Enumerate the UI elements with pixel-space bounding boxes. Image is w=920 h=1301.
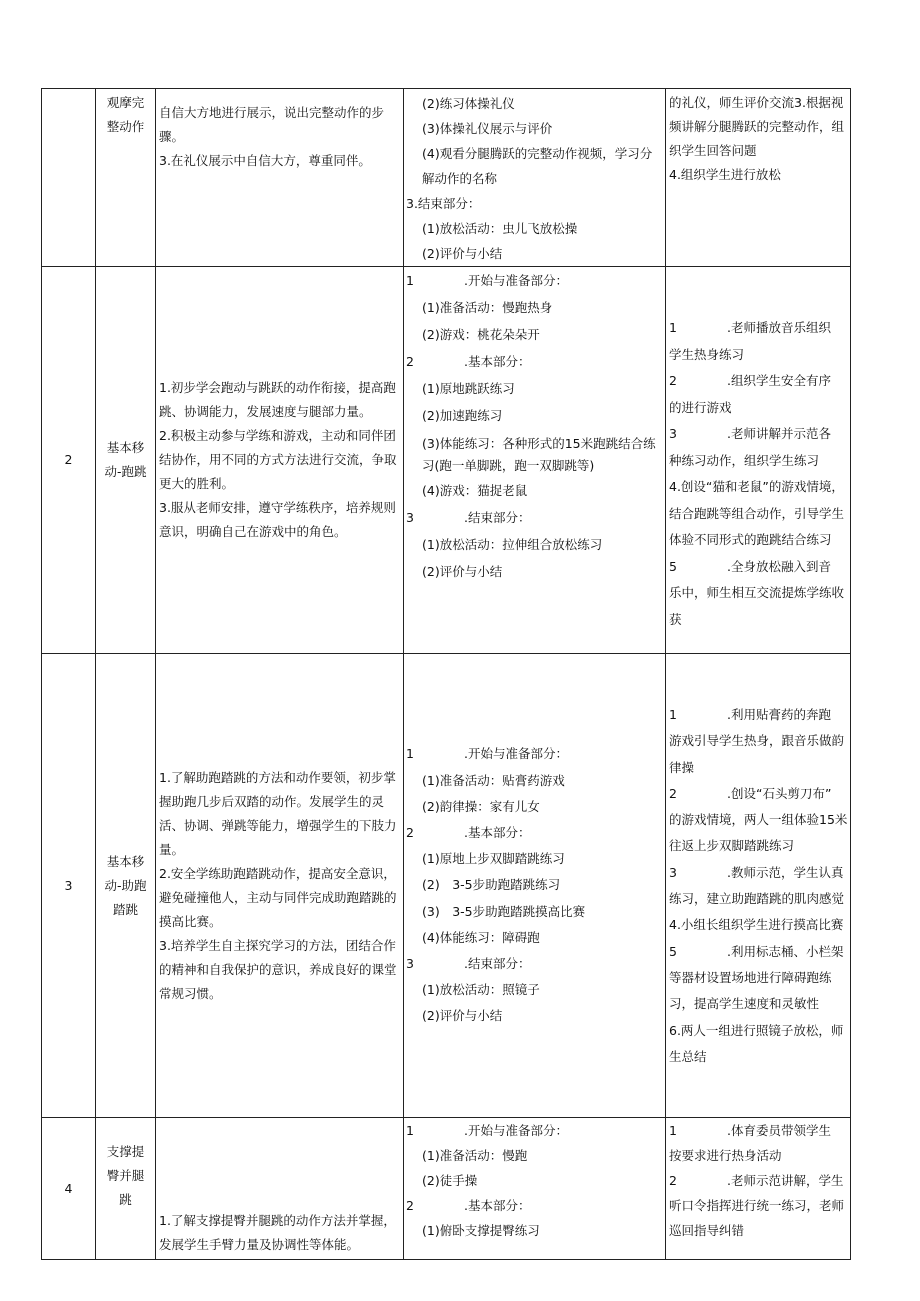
plan-section: 2 .基本部分： — [406, 824, 531, 840]
lesson-goals: 1.了解支撑提臀并腿跳的动作方法并掌握，发展学生手臂力量及协调性等体能。 — [156, 1118, 404, 1260]
lesson-plan-table — [41, 88, 851, 1260]
plan-section: 1 .开始与准备部分： — [406, 1123, 568, 1138]
lesson-title: 观摩完整动作 — [96, 89, 156, 267]
table-row — [42, 89, 851, 267]
lesson-plan: 1 .开始与准备部分： (1)准备活动：贴膏药游戏 (2)韵律操：家有儿女 2 .基本部分： (1)原地上步双脚踏跳练习 (2) 3-5步助跑踏跳练习 (3) 3-5步助跑踏跳摸高比赛 (4)体能练习：障碍跑 3 .结束部分： (1)放松活动：照镜子 (2)评价与小结 — [404, 654, 666, 1118]
lesson-number — [42, 89, 96, 267]
lesson-methods — [666, 267, 851, 654]
method-item: 2 .老师示范讲解，学生 听口令指挥进行统一练习，老师巡回指导纠错 — [669, 1173, 845, 1238]
plan-section: 1 .开始与准备部分： — [406, 273, 568, 288]
lesson-number: 3 — [42, 654, 96, 1118]
lesson-plan: (2)练习体操礼仪 (3)体操礼仪展示与评价 (4)观看分腿腾跃的完整动作视频，学习分解动作的名称 3.结束部分： (1)放松活动：虫儿飞放松操 (2)评价与小结 — [404, 89, 666, 267]
plan-section: 2 .基本部分： — [406, 354, 531, 369]
lesson-title: 基本移动-助跑踏跳 — [96, 654, 156, 1118]
plan-section: 2 .基本部分： — [406, 1198, 531, 1213]
method-item: 1 .体育委员带领学生 按要求进行热身活动 — [669, 1123, 831, 1163]
method-item: 6.两人一组进行照镜子放松，师生总结 — [669, 1022, 844, 1064]
lesson-methods: 的礼仪，师生评价交流3.根据视频讲解分腿腾跃的完整动作，组织学生回答问题 4.组织学生进行放松 — [666, 89, 851, 267]
table-row — [42, 267, 851, 654]
lesson-goals: 自信大方地进行展示，说出完整动作的步骤。 3.在礼仪展示中自信大方，尊重同伴。 — [156, 89, 404, 267]
method-item: 3 .教师示范，学生认真 练习，建立助跑踏跳的肌肉感觉 — [669, 864, 845, 907]
lesson-goals: 1.了解助跑踏跳的方法和动作要领，初步掌握助跑几步后双踏的动作。发展学生的灵活、协调、弹跳等能力，增强学生的下肢力量。 2.安全学练助跑踏跳动作，提高安全意识，避免碰撞他人，主动与同伴完成助跑踏跳的摸高比赛。 3.培养学生自主探究学习的方法，团结合作的精神和自我保护的意识，养成良好的课堂常规习惯。 — [156, 654, 404, 1118]
lesson-title: 基本移动-跑跳 — [96, 267, 156, 654]
method-item: 2 .创设“石头剪刀布” 的游戏情境，两人一组体验15米往返上步双脚踏跳练习 — [669, 785, 848, 854]
method-item: 1 .老师播放音乐组织 学生热身练习 — [669, 320, 831, 362]
lesson-goals: 1.初步学会跑动与跳跃的动作衔接，提高跑跳、协调能力，发展速度与腿部力量。 2.积极主动参与学练和游戏，主动和同伴团结协作，用不同的方式方法进行交流，争取更大的胜利。 3.服从老师安排，遵守学练秩序，培养规则意识，明确自己在游戏中的角色。 — [156, 267, 404, 654]
lesson-number: 4 — [42, 1118, 96, 1260]
method-item: 5 .全身放松融入到音 乐中，师生相互交流提炼学练收获 — [669, 558, 845, 627]
plan-section: 1 .开始与准备部分： — [406, 746, 568, 762]
plan-section: 3 .结束部分： — [406, 956, 531, 971]
method-item: 3 .老师讲解并示范各 种练习动作，组织学生练习 — [669, 426, 831, 468]
method-item: 1 .利用贴膏药的奔跑 游戏引导学生热身，跟音乐做韵律操 — [669, 707, 845, 775]
method-item: 2 .组织学生安全有序 的进行游戏 — [669, 373, 831, 415]
lesson-methods — [666, 654, 851, 1118]
lesson-title: 支撑提臀并腿跳 — [96, 1118, 156, 1260]
table-row — [42, 654, 851, 1118]
method-item: 4.小组长组织学生进行摸高比赛 — [669, 917, 844, 933]
method-item: 5 .利用标志桶、小栏架 等器材设置场地进行障碍跑练习，提高学生速度和灵敏性 — [669, 943, 844, 1012]
lesson-methods — [666, 1118, 851, 1260]
plan-section: 3 .结束部分： — [406, 510, 531, 525]
lesson-plan: 1 .开始与准备部分： (1)准备活动：慢跑 (2)徒手操 2 .基本部分： (1)俯卧支撑提臀练习 — [404, 1118, 666, 1260]
table-row — [42, 1118, 851, 1260]
method-item: 4.创设“猫和老鼠”的游戏情境，结合跑跳等组合动作，引导学生体验不同形式的跑跳结合练习 — [669, 479, 845, 547]
lesson-number: 2 — [42, 267, 96, 654]
lesson-plan: 1 .开始与准备部分： (1)准备活动：慢跑热身 (2)游戏：桃花朵朵开 2 .基本部分： (1)原地跳跃练习 (2)加速跑练习 (3)体能练习：各种形式的15米跑跳结合练习(跑一单脚跳，跑一双脚跳等) (4)游戏：猫捉老鼠 3 .结束部分： (1)放松活动：拉伸组合放松练习 (2)评价与小结 — [404, 267, 666, 654]
